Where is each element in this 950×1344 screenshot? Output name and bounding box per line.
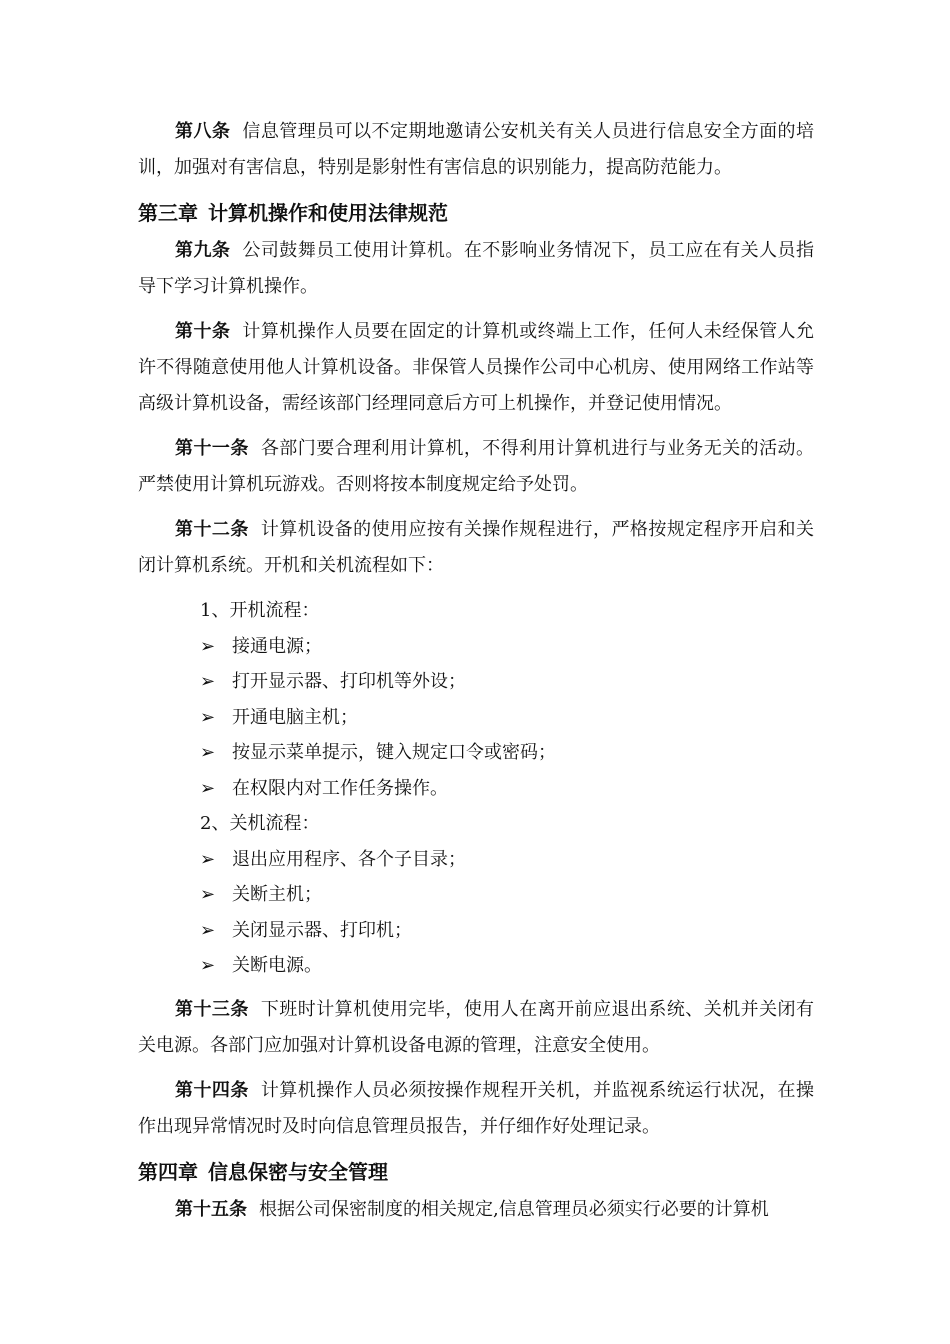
chapter-number: 第四章 [138, 1159, 198, 1184]
list-item-text: 开通电脑主机； [232, 706, 358, 728]
list-item-text: 退出应用程序、各个子目录； [232, 848, 466, 870]
article-label: 第十二条 [175, 519, 249, 540]
chapter-title: 计算机操作和使用法律规范 [208, 201, 448, 225]
chapter-4-heading [138, 1154, 814, 1190]
list-item [138, 735, 814, 771]
list-item [138, 629, 814, 665]
list-item-text: 接通电源； [232, 635, 322, 657]
article-label: 第十条 [175, 321, 231, 342]
arrow-bullet-icon: ➢ [200, 635, 216, 657]
arrow-bullet-icon: ➢ [200, 848, 216, 870]
article-label: 第十一条 [175, 438, 249, 459]
list-item [138, 700, 814, 736]
shutdown-title: 2、关机流程： [200, 813, 320, 834]
list-item [138, 664, 814, 700]
article-text: 公司鼓舞员工使用计算机。在不影响业务情况下，员工应在有关人员指导下学习计算机操作。 [138, 240, 815, 297]
list-item [138, 948, 814, 984]
arrow-bullet-icon: ➢ [200, 955, 216, 976]
article-12 [138, 512, 814, 584]
list-item-text: 关闭显示器、打印机； [232, 919, 412, 941]
article-text: 计算机设备的使用应按有关操作规程进行，严格按规定程序开启和关闭计算机系统。开机和关机流程如下： [138, 519, 815, 576]
article-label: 第十五条 [175, 1198, 247, 1220]
arrow-bullet-icon: ➢ [200, 671, 216, 692]
list-item [138, 771, 814, 807]
list-item [138, 913, 814, 949]
chapter-3-heading [138, 195, 814, 231]
article-10 [138, 314, 814, 422]
article-text: 计算机操作人员必须按操作规程开关机，并监视系统运行状况，在操作出现异常情况时及时向信息管理员报告，并仔细作好处理记录。 [138, 1079, 815, 1137]
startup-procedure [138, 593, 814, 984]
chapter-title: 信息保密与安全管理 [208, 1159, 388, 1184]
startup-title: 1、开机流程： [200, 600, 320, 621]
article-label: 第八条 [175, 121, 231, 142]
article-text: 信息管理员可以不定期地邀请公安机关有关人员进行信息安全方面的培训，加强对有害信息，特别是影射性有害信息的识别能力，提高防范能力。 [138, 121, 815, 178]
arrow-bullet-icon: ➢ [200, 742, 216, 763]
article-label: 第九条 [175, 240, 231, 261]
arrow-bullet-icon: ➢ [200, 919, 216, 941]
arrow-bullet-icon: ➢ [200, 884, 216, 905]
article-label: 第十三条 [175, 998, 249, 1020]
document-page [138, 114, 814, 1237]
article-text: 各部门要合理利用计算机，不得利用计算机进行与业务无关的活动。严禁使用计算机玩游戏。否则将按本制度规定给予处罚。 [138, 438, 815, 495]
chapter-number: 第三章 [138, 201, 198, 225]
article-11 [138, 431, 814, 503]
article-15 [138, 1192, 814, 1228]
arrow-bullet-icon: ➢ [200, 777, 216, 799]
article-text: 下班时计算机使用完毕，使用人在离开前应退出系统、关机并关闭有关电源。各部门应加强对计算机设备电源的管理，注意安全使用。 [138, 998, 815, 1056]
article-8 [138, 114, 814, 186]
article-text: 计算机操作人员要在固定的计算机或终端上工作，任何人未经保管人允许不得随意使用他人计算机设备。非保管人员操作公司中心机房、使用网络工作站等高级计算机设备，需经该部门经理同意后方可上机操作，并登记使用情况。 [138, 321, 815, 414]
list-item-text: 在权限内对工作任务操作。 [232, 777, 448, 799]
list-item-text: 关断电源。 [232, 955, 322, 976]
article-13 [138, 992, 814, 1064]
article-14 [138, 1073, 814, 1145]
arrow-bullet-icon: ➢ [200, 706, 216, 728]
list-item [138, 877, 814, 913]
list-item-text: 打开显示器、打印机等外设； [232, 671, 466, 692]
list-item-text: 按显示菜单提示，键入规定口令或密码； [232, 742, 556, 763]
list-item-text: 关断主机； [232, 884, 322, 905]
article-9 [138, 233, 814, 305]
article-label: 第十四条 [175, 1079, 249, 1101]
list-item [138, 842, 814, 878]
article-text: 根据公司保密制度的相关规定,信息管理员必须实行必要的计算机 [259, 1198, 769, 1220]
